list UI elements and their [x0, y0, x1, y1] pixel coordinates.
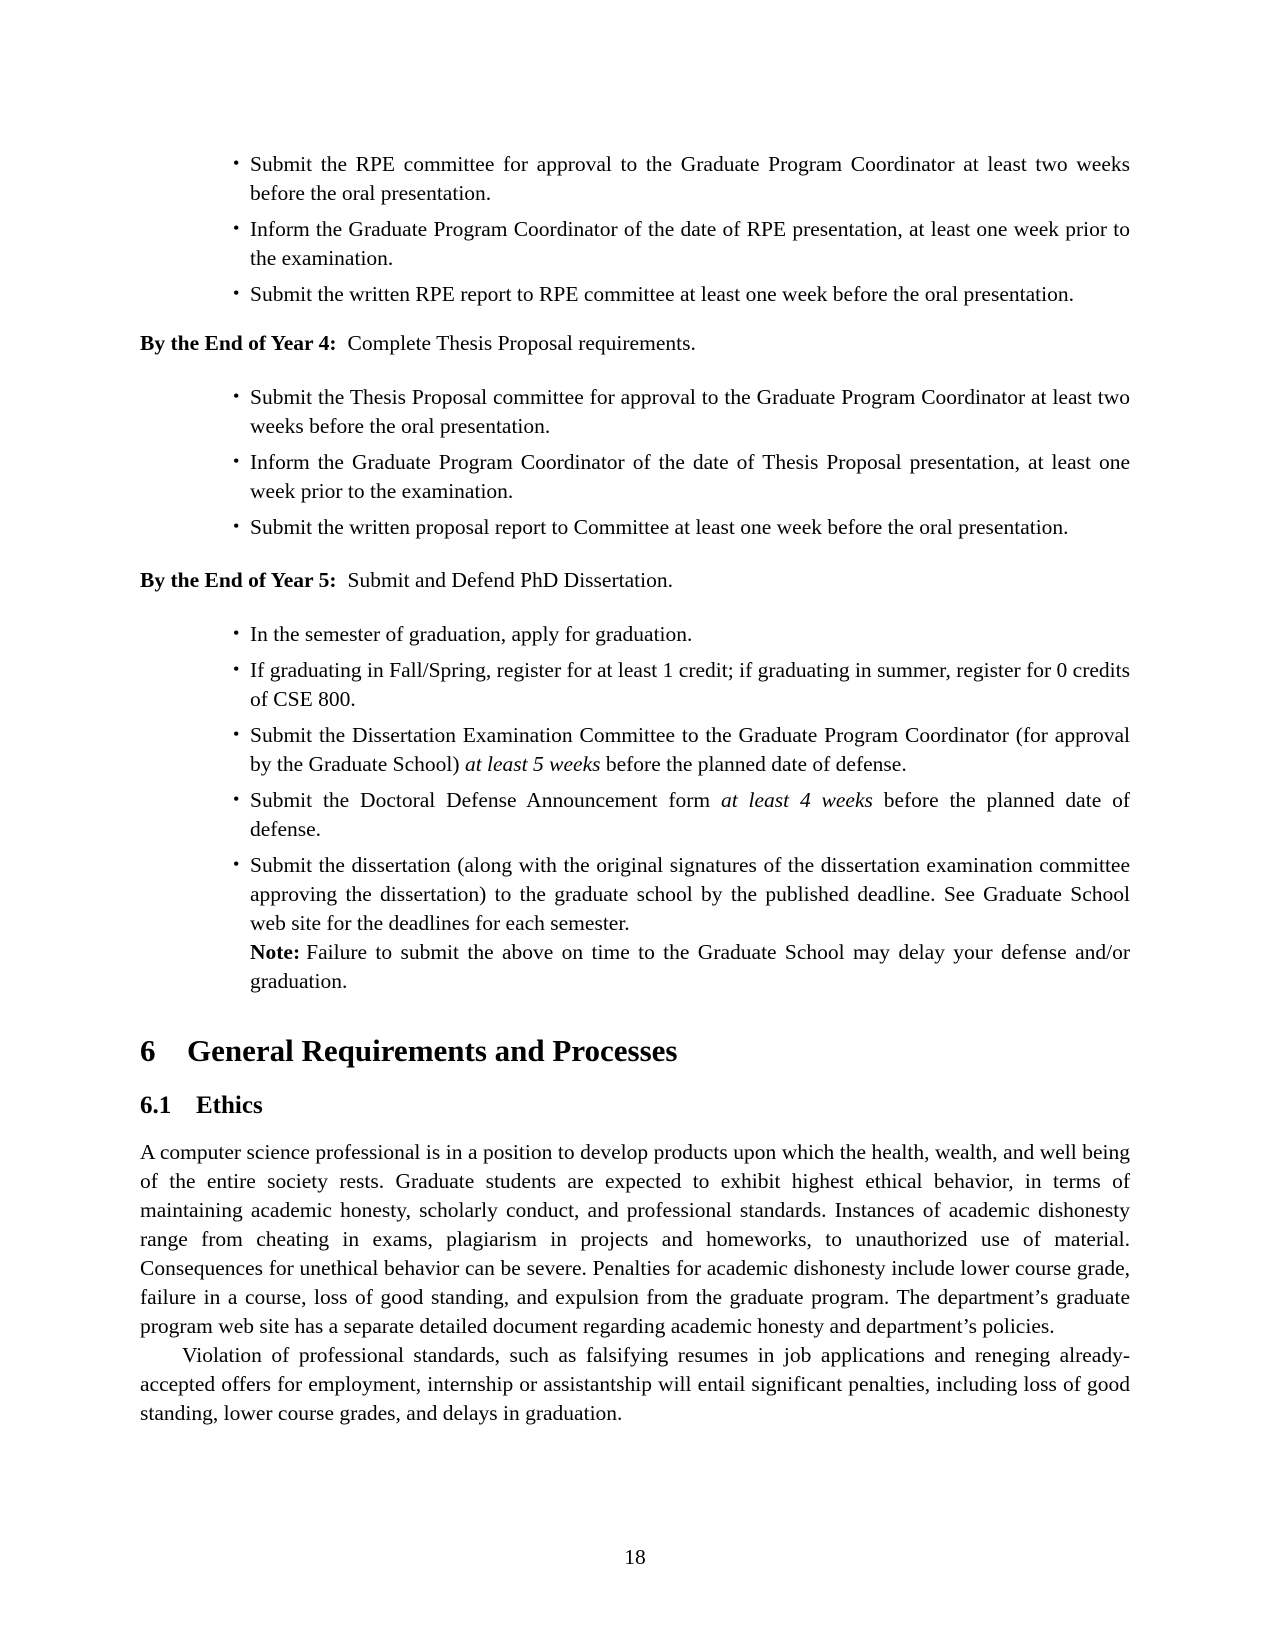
list-item [233, 280, 1130, 309]
bullet-icon: • [233, 659, 240, 679]
bullet-icon: • [233, 283, 240, 303]
year5-label: By the End of Year 5: [140, 568, 337, 592]
bullet-icon: • [233, 789, 240, 809]
list-item-text: Submit the written proposal report to Committee at least one week before the oral presentation. [250, 515, 1069, 539]
emphasis-deadline: at least 4 weeks [720, 788, 873, 812]
list-item [233, 150, 1130, 208]
dissertation-checklist [233, 620, 1130, 996]
list-item [233, 513, 1130, 542]
year4-text: Complete Thesis Proposal requirements. [347, 331, 696, 355]
note-label: Note: [250, 940, 301, 964]
list-item-text: If graduating in Fall/Spring, register for at least 1 credit; if graduating in summer, register for 0 credits of CSE 800. [250, 658, 1130, 711]
page-number: 18 [624, 1545, 646, 1569]
bullet-icon: • [233, 153, 240, 173]
bullet-icon: • [233, 386, 240, 406]
bullet-icon: • [233, 623, 240, 643]
subsection-heading [140, 1091, 1130, 1121]
page-content [140, 150, 1130, 1428]
list-item-text: Submit the Doctoral Defense Announcement form [250, 788, 721, 812]
list-item [233, 721, 1130, 779]
subsection-number: 6.1 [140, 1092, 172, 1119]
list-item [233, 786, 1130, 844]
bullet-icon: • [233, 218, 240, 238]
list-item-text: Submit the Thesis Proposal committee for approval to the Graduate Program Coordinator at least two weeks before the oral presentation. [250, 385, 1130, 438]
emphasis-deadline: at least 5 weeks [464, 752, 601, 776]
bullet-icon: • [233, 516, 240, 536]
list-item-text: before the planned date of defense. [250, 788, 1130, 841]
list-item-text: Inform the Graduate Program Coordinator of the date of Thesis Proposal presentation, at least one week prior to the examination. [250, 450, 1130, 503]
section-heading [140, 1032, 1130, 1069]
list-item-text: Submit the RPE committee for approval to the Graduate Program Coordinator at least two weeks before the oral presentation. [250, 152, 1130, 205]
subsection-title: Ethics [196, 1092, 263, 1119]
ethics-paragraph-2: Violation of professional standards, such as falsifying resumes in job applications and reneging already-accepted offers for employment, internship or assistantship will entail significant penalties, including loss of good standing, lower course grades, and delays in graduation. [140, 1343, 1130, 1425]
list-item [233, 383, 1130, 441]
list-item [233, 620, 1130, 649]
list-item-text: Submit the Dissertation Examination Committee to the Graduate Program Coordinator (for approval by the Graduate School) [250, 723, 1130, 776]
year4-milestone [140, 329, 1130, 358]
list-item-text: before the planned date of defense. [600, 752, 907, 776]
thesis-proposal-checklist [233, 383, 1130, 542]
year4-label: By the End of Year 4: [140, 331, 337, 355]
list-item-text: In the semester of graduation, apply for graduation. [250, 622, 693, 646]
list-item-text: Inform the Graduate Program Coordinator of the date of RPE presentation, at least one week prior to the examination. [250, 217, 1130, 270]
note-text: Failure to submit the above on time to the Graduate School may delay your defense and/or graduation. [250, 940, 1130, 993]
note-paragraph [250, 938, 1130, 996]
year5-milestone [140, 566, 1130, 595]
list-item [233, 215, 1130, 273]
bullet-icon: • [233, 451, 240, 471]
rpe-checklist [233, 150, 1130, 309]
list-item [233, 851, 1130, 996]
bullet-icon: • [233, 724, 240, 744]
ethics-paragraph-1: A computer science professional is in a position to develop products upon which the health, wealth, and well being of the entire society rests. Graduate students are expected to exhibit highest ethical behavior, in terms of maintaining academic honesty, scholarly conduct, and professional standards. Instances of academic dishonesty range from cheating in exams, plagiarism in projects and homeworks, to unauthorized use of material. Consequences for unethical behavior can be severe. Penalties for academic dishonesty include lower course grade, failure in a course, loss of good standing, and expulsion from the graduate program. The department’s graduate program web site has a separate detailed document regarding academic honesty and department’s policies. [140, 1140, 1130, 1338]
list-item-text: Submit the dissertation (along with the original signatures of the dissertation examination committee approving the dissertation) to the graduate school by the published deadline. See Graduate School web site for the deadlines for each semester. [250, 853, 1130, 935]
list-item [233, 656, 1130, 714]
section-title: General Requirements and Processes [187, 1033, 678, 1068]
list-item [233, 448, 1130, 506]
bullet-icon: • [233, 854, 240, 874]
section-number: 6 [140, 1033, 156, 1068]
year5-text: Submit and Defend PhD Dissertation. [347, 568, 673, 592]
list-item-text: Submit the written RPE report to RPE committee at least one week before the oral presentation. [250, 282, 1074, 306]
